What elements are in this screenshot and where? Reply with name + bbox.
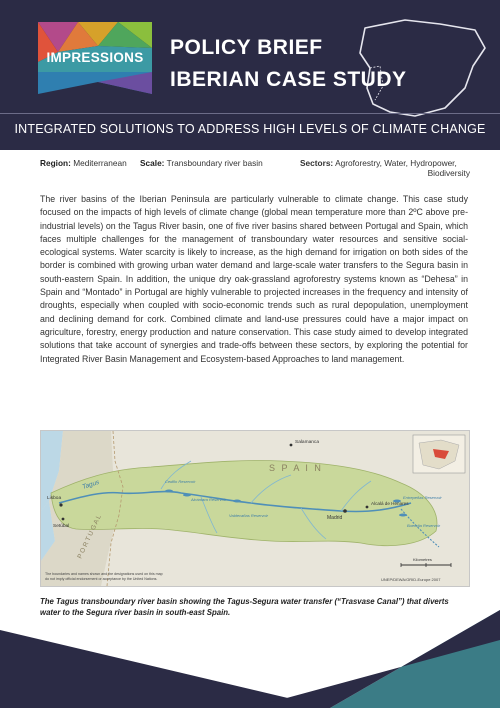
- title-iberian-case-study: IBERIAN CASE STUDY: [170, 68, 407, 91]
- map-credit: UNEP/DEWA/GRID-Europe 2007: [381, 577, 441, 582]
- header-banner: [0, 0, 500, 150]
- label-setubal: Setúbal: [53, 524, 70, 529]
- salamanca-point: [290, 444, 293, 447]
- scale-value: Transboundary river basin: [166, 158, 263, 168]
- label-alcantara: Alcántara Reservoir: [191, 497, 227, 502]
- tagus-basin-map: [40, 430, 470, 587]
- lisboa-point: [59, 503, 62, 506]
- label-lisboa: Lisboa: [47, 496, 62, 501]
- meta-scale: [140, 158, 263, 168]
- map-caption: The Tagus transboundary river basin showing the Tagus-Segura water transfer (“Trasvase Canal”) that diverts water to the Segura river basin in south-east Spain.: [40, 597, 449, 617]
- label-portugal: P O R T U G A L: [76, 513, 103, 560]
- map-disclaimer-line1: The boundaries and names shown and the designations used on this map: [45, 572, 163, 576]
- madrid-point: [343, 509, 347, 513]
- region-label: Region:: [40, 158, 71, 168]
- alcala-point: [366, 506, 369, 509]
- label-entrepenas: Entrepeñas Reservoir: [403, 495, 442, 500]
- label-salamanca: Salamanca: [295, 440, 319, 445]
- label-kilometres: Kilometres: [413, 557, 432, 562]
- scale-label: Scale:: [140, 158, 165, 168]
- region-value: Mediterranean: [73, 158, 127, 168]
- sectors-value-line2: Biodiversity: [427, 168, 470, 178]
- label-buendia: Buendía Reservoir: [407, 523, 441, 528]
- subtitle: INTEGRATED SOLUTIONS TO ADDRESS HIGH LEVELS OF CLIMATE CHANGE: [14, 122, 486, 136]
- label-spain: S P A I N: [269, 463, 323, 473]
- setubal-point: [62, 518, 65, 521]
- meta-sectors: [300, 158, 470, 178]
- map-graphic: [41, 431, 469, 586]
- sectors-value-line1: Agroforestry, Water, Hydropower,: [335, 158, 457, 168]
- label-alcala: Alcalá de Henares: [371, 501, 409, 506]
- footer-decoration: [0, 600, 500, 708]
- label-madrid: Madrid: [327, 515, 343, 521]
- label-valdecanas: Valdecañas Reservoir: [229, 513, 268, 518]
- body-paragraph: The river basins of the Iberian Peninsula are particularly vulnerable to climate change. This case study focused on the impacts of high levels of climate change (global mean temperature more than 2ºC above pre-industrial levels) on the Tagus River basin, one of five river basins shared between Portugal and Spain, which faces multiple challenges for the management of transboundary water resources and sensitive social-ecological systems. Water scarcity is likely to increase, as the high demand for irrigation on both sides of the border is combined with growing urban water demand and large-scale water transfers to the Segura basin in south-eastern Spain. In addition, the unique dry oak-grassland agroforestry systems known as “Dehesa” in Spain and “Montado” in Portugal are highly vulnerable to projected increases in the frequency and intensity of droughts, especially when coupled with socio-economic trends such as rural depopulation, unemployment and declining demand for cork. Combined climate and land-use pressures could have a major impact on agriculture, forestry, energy production and nature conservation. This case study aimed to develop integrated solutions that take account of synergies and trade-offs between these sectors, by exploring the potential for Integrated River Basin Management and Ecosystem-based Approaches to land management.: [40, 194, 468, 364]
- map-disclaimer-line2: do not imply official endorsement or acceptance by the United Nations.: [45, 577, 158, 581]
- meta-region: [40, 158, 127, 168]
- header-divider: [0, 113, 500, 114]
- sectors-label: Sectors:: [300, 158, 334, 168]
- label-tagus: Tagus: [81, 478, 101, 491]
- title-policy-brief: POLICY BRIEF: [170, 36, 323, 59]
- label-cedillo: Cedillo Reservoir: [165, 479, 196, 484]
- logo-text: IMPRESSIONS: [46, 50, 144, 65]
